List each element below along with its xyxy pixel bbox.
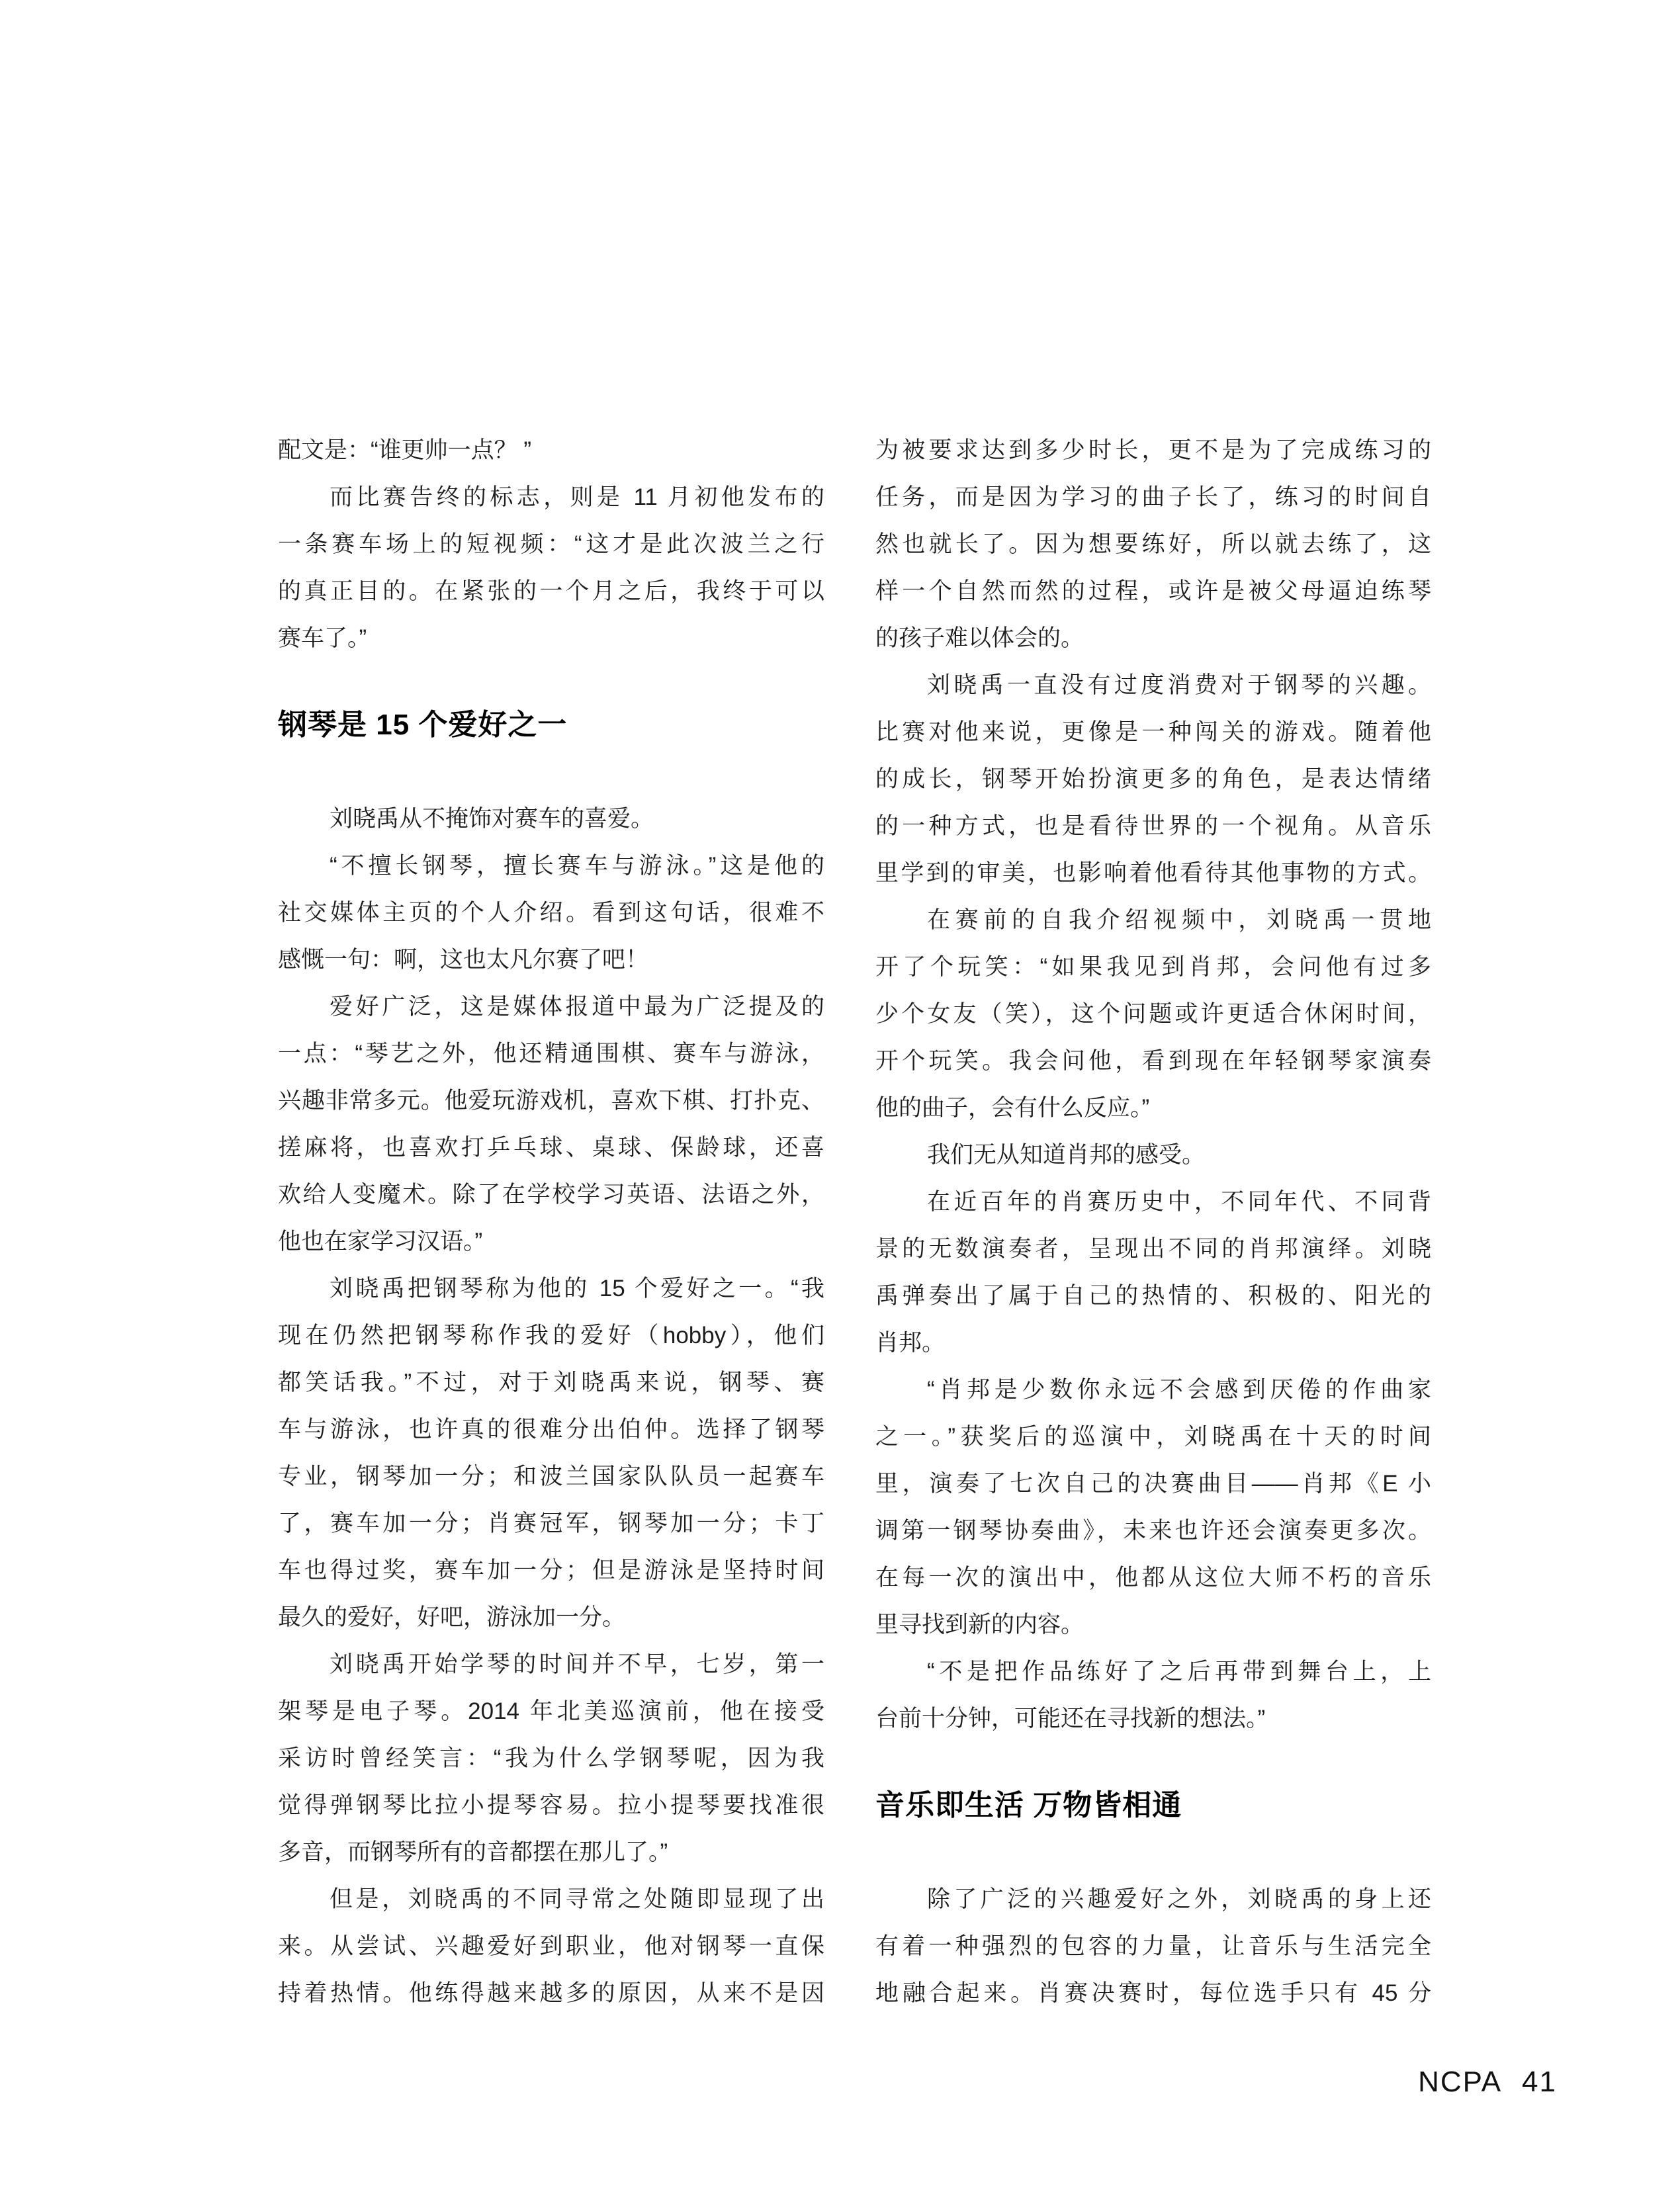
left-column (278, 427, 824, 2017)
text-line: 的孩子难以体会的。 (875, 625, 1084, 651)
text-line: 感慨一句：啊，这也太凡尔赛了吧！ (278, 947, 649, 973)
text-line: 我们无从知道肖邦的感受。 (927, 1142, 1206, 1168)
text-line: 里学到的审美，也影响着他看待其他事物的方式。 (875, 860, 1431, 886)
text-line: 禹弹奏出了属于自己的热情的、积极的、阳光的 (875, 1283, 1431, 1309)
paragraph (278, 474, 824, 662)
section-heading: 钢琴是 15 个爱好之一 (278, 709, 568, 741)
paragraph (875, 897, 1431, 1131)
text-line: 里，演奏了七次自己的决赛曲目——肖邦《E 小 (875, 1471, 1431, 1497)
text-line: 多音，而钢琴所有的音都摆在那儿了。” (278, 1839, 668, 1865)
text-line: 的真正目的。在紧张的一个月之后，我终于可以 (278, 578, 824, 604)
text-line: 开了个玩笑：“如果我见到肖邦，会问他有过多 (875, 954, 1431, 980)
text-line: 他的曲子，会有什么反应。” (875, 1095, 1150, 1121)
text-line: 开个玩笑。我会问他，看到现在年轻钢琴家演奏 (875, 1048, 1431, 1074)
paragraph (875, 427, 1431, 662)
text-line: 地融合起来。肖赛决赛时，每位选手只有 45 分 (875, 1980, 1431, 2006)
text-line: 在近百年的肖赛历史中，不同年代、不同背 (927, 1189, 1431, 1215)
text-line: 在每一次的演出中，他都从这位大师不朽的音乐 (875, 1565, 1431, 1591)
text-line: 之一。”获奖后的巡演中，刘晓禹在十天的时间 (875, 1424, 1431, 1450)
text-line: 样一个自然而然的过程，或许是被父母逼迫练琴 (875, 578, 1431, 604)
text-line: 采访时曾经笑言：“我为什么学钢琴呢，因为我 (278, 1745, 824, 1771)
text-line: 肖邦。 (875, 1330, 946, 1356)
text-line: 搓麻将，也喜欢打乒乓球、桌球、保龄球，还喜 (278, 1135, 824, 1160)
text-line: 在赛前的自我介绍视频中，刘晓禹一贯地 (927, 907, 1431, 933)
text-line: 配文是：“谁更帅一点？ ” (278, 437, 532, 463)
text-line: 觉得弹钢琴比拉小提琴容易。拉小提琴要找准很 (278, 1792, 824, 1818)
footer-page-number: 41 (1522, 2066, 1557, 2098)
text-line: 刘晓禹把钢琴称为他的 15 个爱好之一。“我 (330, 1276, 824, 1301)
text-line: 台前十分钟，可能还在寻找新的想法。” (875, 1706, 1266, 1731)
paragraph (875, 1648, 1431, 1742)
text-line: 最久的爱好，好吧，游泳加一分。 (278, 1604, 626, 1630)
paragraph (278, 1641, 824, 1876)
text-line: “不擅长钢琴，擅长赛车与游泳。”这是他的 (330, 853, 824, 879)
text-line: “肖邦是少数你永远不会感到厌倦的作曲家 (927, 1377, 1431, 1403)
text-line: 少个女友（笑），这个问题或许更适合休闲时间， (875, 1001, 1431, 1027)
paragraph (278, 842, 824, 983)
text-line: 一条赛车场上的短视频：“这才是此次波兰之行 (278, 531, 824, 557)
paragraph (278, 795, 824, 842)
text-line: “不是把作品练好了之后再带到舞台上，上 (927, 1659, 1431, 1685)
text-line: 为被要求达到多少时长，更不是为了完成练习的 (875, 437, 1431, 463)
text-line: 有着一种强烈的包容的力量，让音乐与生活完全 (875, 1933, 1431, 1959)
paragraph (278, 1265, 824, 1641)
text-line: 车也得过奖，赛车加一分；但是游泳是坚持时间 (278, 1557, 824, 1583)
paragraph (278, 427, 824, 474)
text-line: 景的无数演奏者，呈现出不同的肖邦演绎。刘晓 (875, 1236, 1431, 1262)
page-footer (1418, 2066, 1557, 2099)
text-line: 而比赛告终的标志，则是 11 月初他发布的 (330, 484, 824, 510)
text-line: 社交媒体主页的个人介绍。看到这句话，很难不 (278, 900, 824, 926)
text-line: 一点：“琴艺之外，他还精通围棋、赛车与游泳， (278, 1041, 824, 1067)
text-line: 持着热情。他练得越来越多的原因，从来不是因 (278, 1980, 824, 2006)
paragraph (278, 983, 824, 1265)
text-line: 刘晓禹一直没有过度消费对于钢琴的兴趣。 (927, 672, 1431, 698)
text-line: 都笑话我。”不过，对于刘晓禹来说，钢琴、赛 (278, 1370, 824, 1395)
section-heading: 音乐即生活 万物皆相通 (875, 1789, 1182, 1821)
paragraph (278, 1876, 824, 2017)
text-line: 他也在家学习汉语。” (278, 1229, 483, 1254)
text-line: 但是，刘晓禹的不同寻常之处随即显现了出 (330, 1886, 824, 1912)
paragraph (875, 662, 1431, 897)
text-line: 爱好广泛，这是媒体报道中最为广泛提及的 (330, 994, 824, 1020)
text-line: 然也就长了。因为想要练好，所以就去练了，这 (875, 531, 1431, 557)
paragraph (875, 1131, 1431, 1178)
footer-magazine-label: NCPA (1418, 2066, 1503, 2098)
text-line: 车与游泳，也许真的很难分出伯仲。选择了钢琴 (278, 1417, 824, 1442)
text-line: 任务，而是因为学习的曲子长了，练习的时间自 (875, 484, 1431, 510)
text-line: 的成长，钢琴开始扮演更多的角色，是表达情绪 (875, 766, 1431, 792)
text-line: 现在仍然把钢琴称作我的爱好（hobby），他们 (278, 1323, 824, 1348)
text-line: 兴趣非常多元。他爱玩游戏机，喜欢下棋、打扑克、 (278, 1088, 824, 1114)
paragraph (875, 1366, 1431, 1648)
paragraph (875, 1178, 1431, 1366)
text-line: 调第一钢琴协奏曲》，未来也许还会演奏更多次。 (875, 1518, 1431, 1544)
text-line: 来。从尝试、兴趣爱好到职业，他对钢琴一直保 (278, 1933, 824, 1959)
text-line: 刘晓禹开始学琴的时间并不早，七岁，第一 (330, 1651, 824, 1677)
text-line: 里寻找到新的内容。 (875, 1612, 1084, 1638)
text-line: 除了广泛的兴趣爱好之外，刘晓禹的身上还 (927, 1886, 1431, 1912)
text-line: 欢给人变魔术。除了在学校学习英语、法语之外， (278, 1182, 824, 1207)
text-line: 赛车了。” (278, 625, 367, 651)
right-column (875, 427, 1431, 2017)
text-line: 架琴是电子琴。2014 年北美巡演前，他在接受 (278, 1698, 824, 1724)
text-line: 的一种方式，也是看待世界的一个视角。从音乐 (875, 813, 1431, 839)
text-line: 比赛对他来说，更像是一种闯关的游戏。随着他 (875, 719, 1431, 745)
text-line: 专业，钢琴加一分；和波兰国家队队员一起赛车 (278, 1464, 824, 1489)
text-line: 刘晓禹从不掩饰对赛车的喜爱。 (330, 806, 654, 832)
paragraph (875, 1876, 1431, 2017)
text-line: 了，赛车加一分；肖赛冠军，钢琴加一分；卡丁 (278, 1510, 824, 1536)
